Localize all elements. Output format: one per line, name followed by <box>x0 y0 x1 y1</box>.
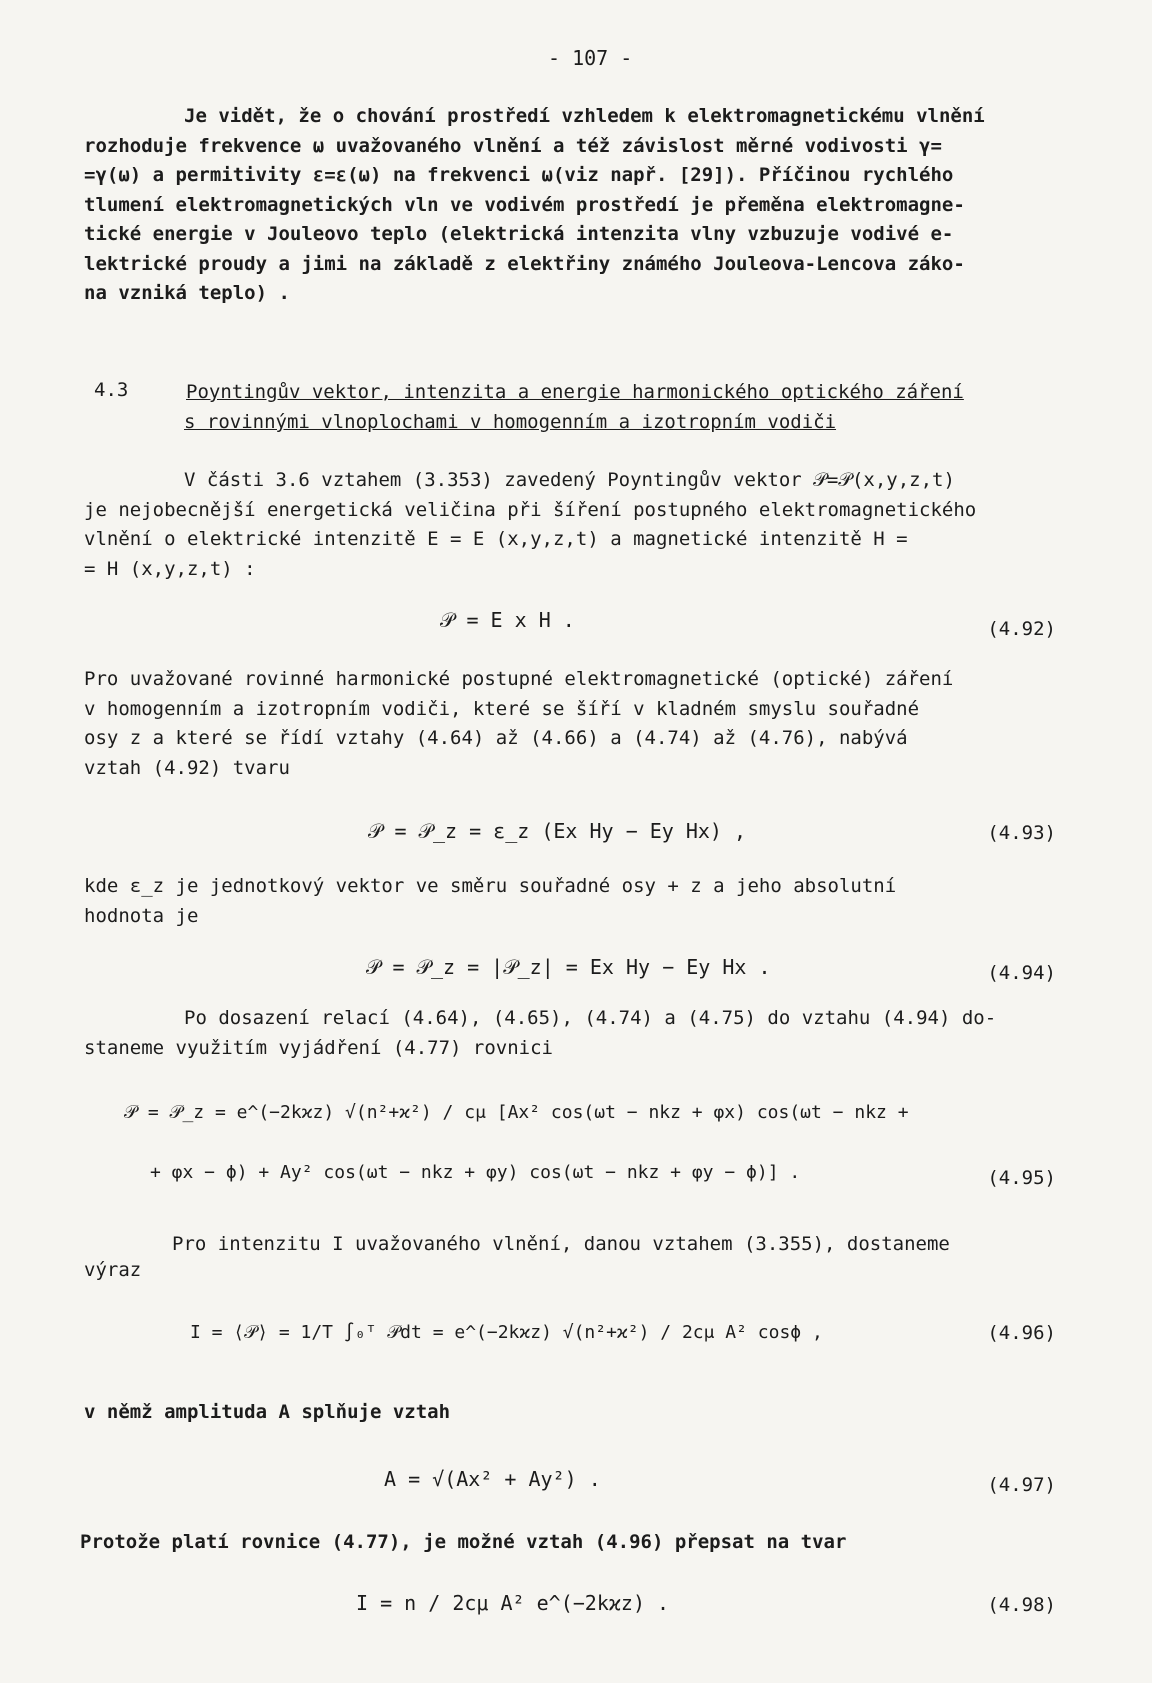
equation-label: (4.97) <box>987 1474 1056 1496</box>
text-line: hodnota je <box>84 904 199 927</box>
paragraph-unit-vector <box>84 872 1064 931</box>
equation-label: (4.95) <box>987 1167 1056 1189</box>
text-line: osy z a které se řídí vztahy (4.64) až (4.66) a (4.74) až (4.76), nabývá <box>84 727 908 749</box>
text-line: tické energie v Jouleovo teplo (elektrická intenzita vlny vzbuzuje vodivé e- <box>84 223 954 245</box>
equation-label: (4.96) <box>987 1322 1056 1344</box>
equation-4-97: A = √(Ax² + Ay²) . <box>384 1467 601 1491</box>
section-number: 4.3 <box>94 379 129 401</box>
text-line: lektrické proudy a jimi na základě z elektřiny známého Jouleova-Lencova záko- <box>84 252 965 275</box>
page-number: - 107 - <box>548 46 633 70</box>
paragraph-intro <box>84 102 1064 309</box>
equation-4-95-line2: + φx − ϕ) + Ay² cos(ωt − nkz + φy) cos(ωt − nkz + φy − ϕ)] . <box>150 1162 801 1183</box>
equation-4-93: 𝒫 = 𝒫_z = ε_z (Ex Hy − Ey Hx) , <box>368 819 747 843</box>
paragraph-plane-wave <box>84 665 1064 783</box>
text-line: je nejobecnější energetická veličina při šíření postupného elektromagnetického <box>84 498 977 521</box>
text-line: v homogenním a izotropním vodiči, které se šíří v kladném smyslu souřadné <box>84 697 920 720</box>
text-line: Je vidět, že o chování prostředí vzhledem k elektromagnetickému vlnění <box>184 105 985 127</box>
equation-label: (4.94) <box>987 962 1056 984</box>
text-line: vlnění o elektrické intenzitě E = E (x,y,z,t) a magnetické intenzitě H = <box>84 528 908 550</box>
text-line: Protože platí rovnice (4.77), je možné vztah (4.96) přepsat na tvar <box>80 1531 847 1553</box>
paragraph-substitution <box>84 1004 1064 1063</box>
text-line: Pro intenzitu I uvažovaného vlnění, danou vztahem (3.355), dostaneme <box>172 1233 950 1255</box>
text-line: v němž amplituda A splňuje vztah <box>84 1401 451 1423</box>
equation-4-96: I = ⟨𝒫⟩ = 1/T ∫₀ᵀ 𝒫dt = e^(−2kϰz) √(n²+ϰ²) / 2cμ A² cosϕ , <box>190 1322 823 1343</box>
text-line: = H (x,y,z,t) : <box>84 557 256 580</box>
text-line: na vzniká teplo) . <box>84 282 290 304</box>
equation-label: (4.92) <box>987 618 1056 640</box>
equation-4-98: I = n / 2cμ A² e^(−2kϰz) . <box>356 1591 670 1615</box>
text-line: výraz <box>84 1259 142 1281</box>
text-line: rozhoduje frekvence ω uvažovaného vlnění a též závislost měrné vodivosti γ= <box>84 134 942 157</box>
section-title-line1: Poyntingův vektor, intenzita a energie harmonického optického záření <box>186 381 964 403</box>
text-line: kde ε_z je jednotkový vektor ve směru souřadné osy + z a jeho absolutní <box>84 875 897 897</box>
text-line: =γ(ω) a permitivity ε=ε(ω) na frekvenci ω(viz např. [29]). Příčinou rychlého <box>84 164 954 186</box>
equation-4-94: 𝒫 = 𝒫_z = |𝒫_z| = Ex Hy − Ey Hx . <box>366 955 771 979</box>
text-line: tlumení elektromagnetických vln ve vodivém prostředí je přeměna elektromagne- <box>84 193 965 216</box>
equation-label: (4.98) <box>987 1594 1056 1616</box>
paragraph-poynting <box>84 466 1064 584</box>
equation-label: (4.93) <box>987 822 1056 844</box>
text-line: Po dosazení relací (4.64), (4.65), (4.74) a (4.75) do vztahu (4.94) do- <box>184 1007 997 1029</box>
text-line: vztah (4.92) tvaru <box>84 756 290 779</box>
text-line: V části 3.6 vztahem (3.353) zavedený Poyntingův vektor 𝒫=𝒫(x,y,z,t) <box>184 469 955 491</box>
equation-4-92: 𝒫 = E x H . <box>440 608 575 632</box>
section-title-line2: s rovinnými vlnoplochami v homogenním a izotropním vodiči <box>184 411 837 433</box>
text-line: Pro uvažované rovinné harmonické postupné elektromagnetické (optické) záření <box>84 668 954 690</box>
equation-4-95-line1: 𝒫 = 𝒫_z = e^(−2kϰz) √(n²+ϰ²) / cμ [Ax² cos(ωt − nkz + φx) cos(ωt − nkz + <box>124 1102 909 1123</box>
text-line: staneme využitím vyjádření (4.77) rovnici <box>84 1036 553 1059</box>
